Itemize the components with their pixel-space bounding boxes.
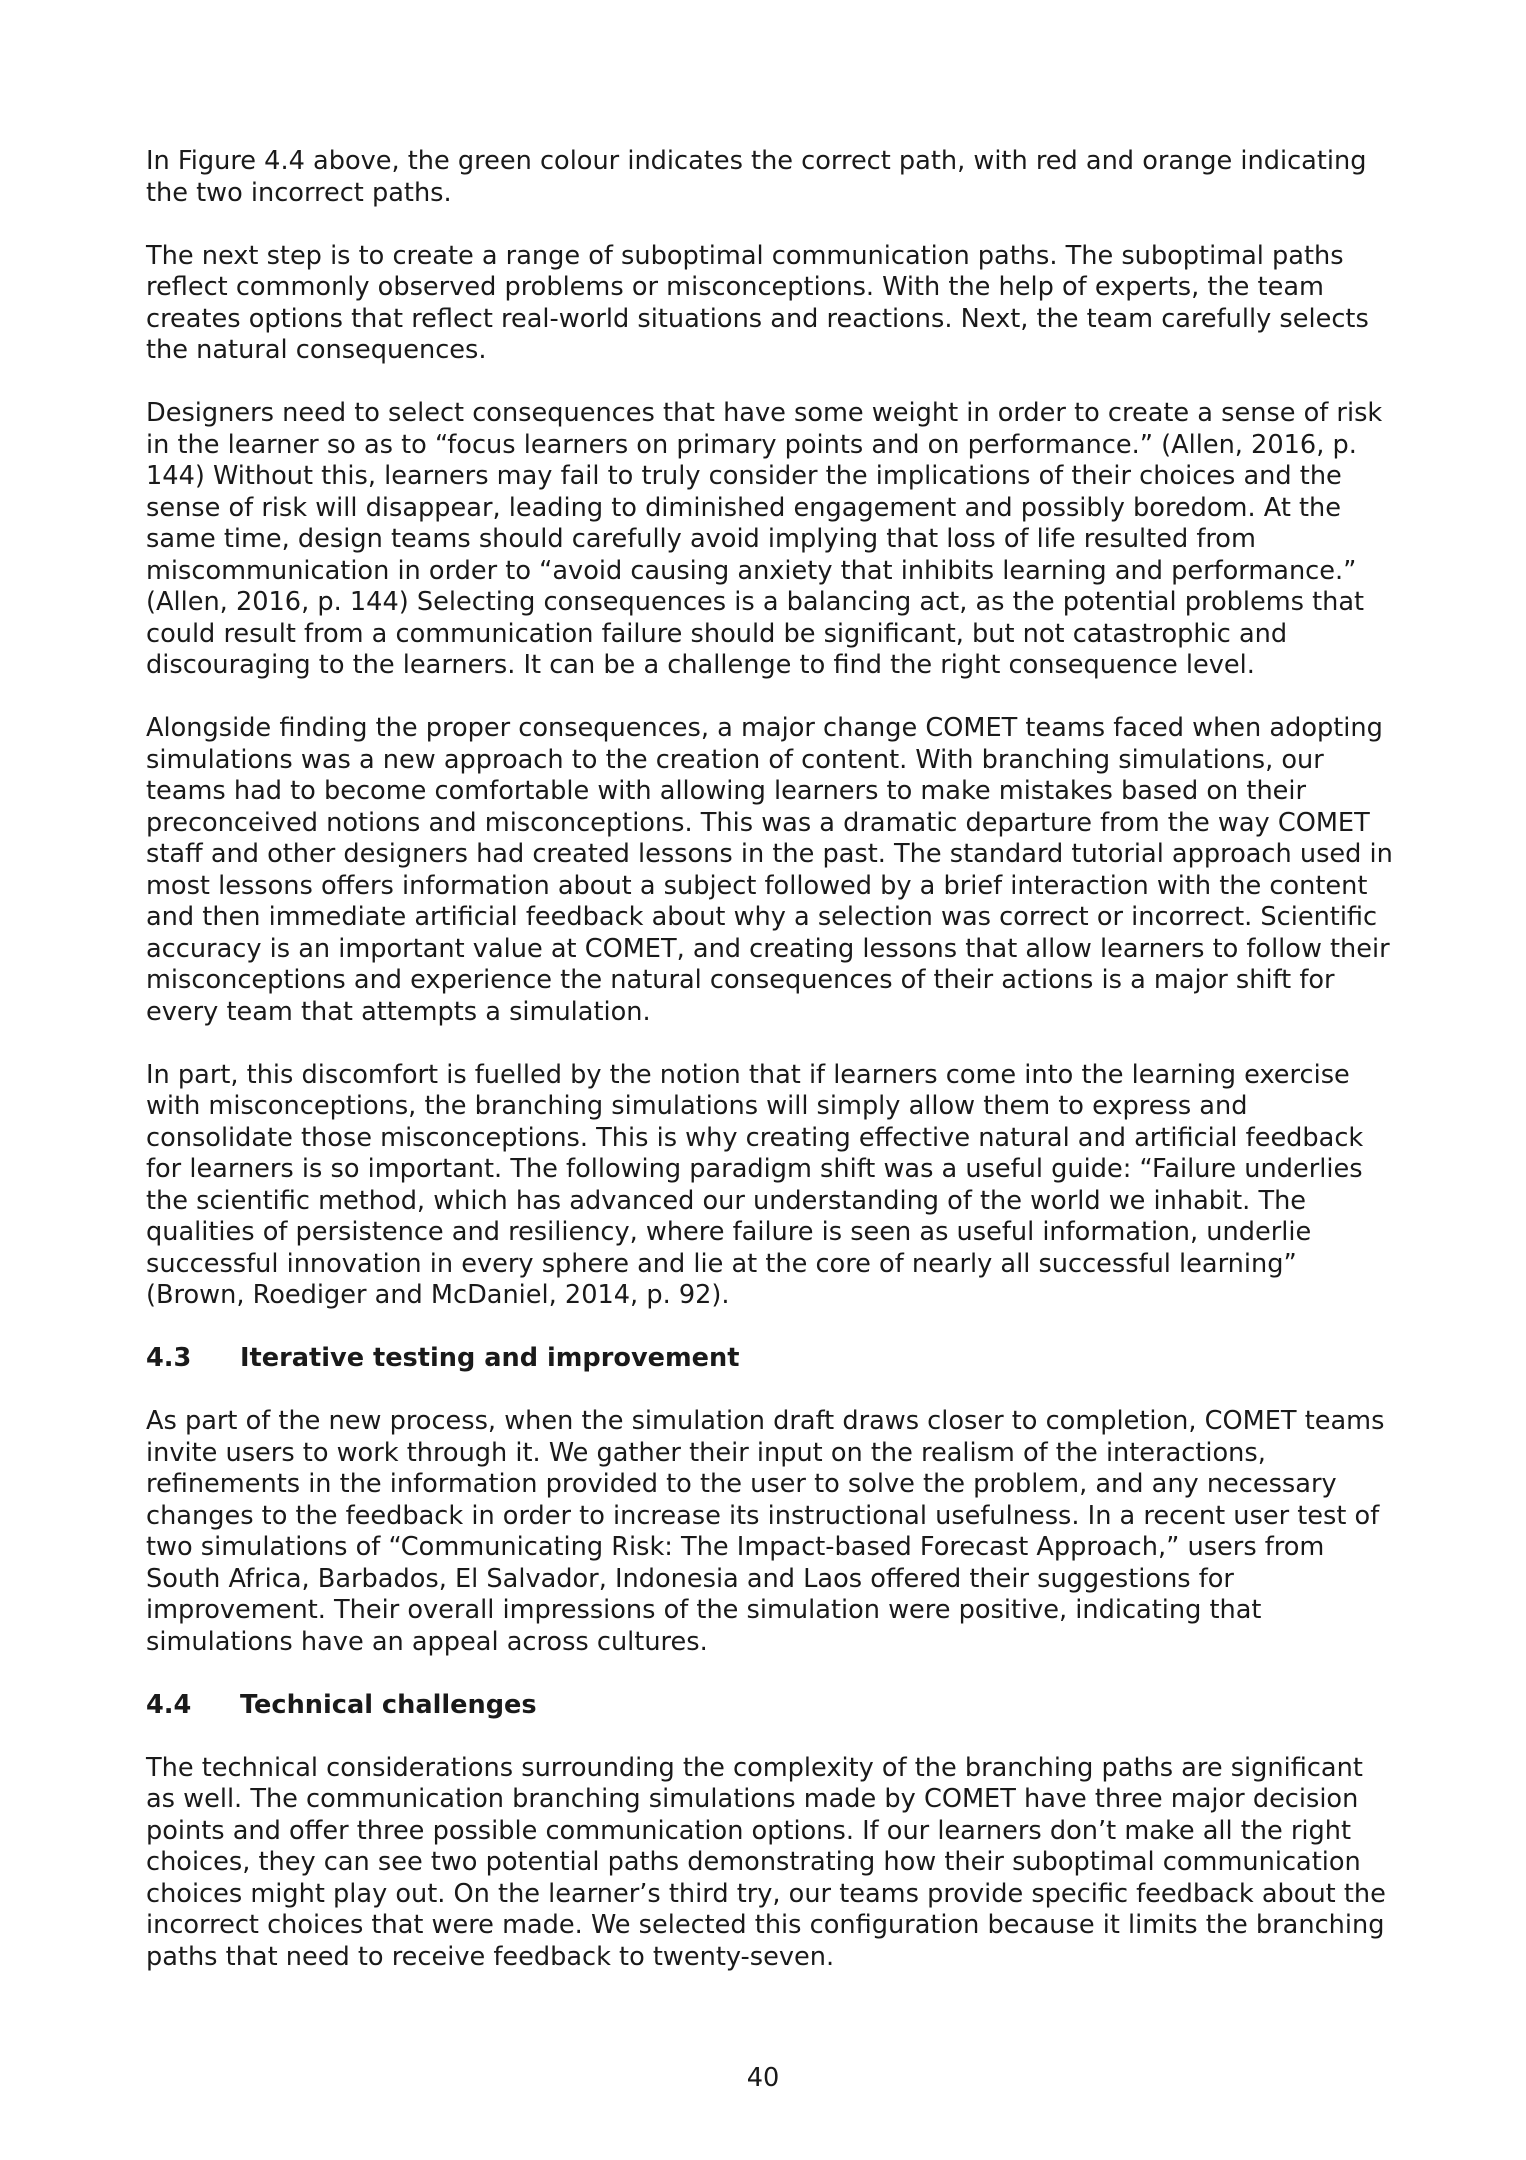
- section-title: Iterative testing and improvement: [240, 1343, 740, 1373]
- paragraph-iterative-testing: As part of the new process, when the simulation draft draws closer to completion, COMET teams invite users to work through it. We gather their input on the realism of the interactions, refinements in the information provided to the user to solve the problem, and any necessary changes to the feedback in order to increase its instructional usefulness. In a recent user test of two simulations of “Communicating Risk: The Impact-based Forecast Approach,” users from South Africa, Barbados, El Salvador, Indonesia and Laos offered their suggestions for improvement. Their overall impressions of the simulation were positive, indicating that simulations have an appeal across cultures.: [146, 1406, 1385, 1657]
- section-heading-4-4: [146, 1690, 1396, 1722]
- paragraph-figure-colours: In Figure 4.4 above, the green colour indicates the correct path, with red and orange indicating the two incorrect paths.: [146, 146, 1367, 208]
- paragraph-content-approach: Alongside finding the proper consequences, a major change COMET teams faced when adopting simulations was a new approach to the creation of content. With branching simulations, our teams had to become comfortable with allowing learners to make mistakes based on their preconceived notions and misconceptions. This was a dramatic departure from the way COMET staff and other designers had created lessons in the past. The standard tutorial approach used in most lessons offers information about a subject followed by a brief interaction with the content and then immediate artificial feedback about why a selection was correct or incorrect. Scientific accuracy is an important value at COMET, and creating lessons that allow learners to follow their misconceptions and experience the natural consequences of their actions is a major shift for every team that attempts a simulation.: [146, 713, 1393, 1027]
- section-heading-4-3: [146, 1343, 1396, 1375]
- paragraph-suboptimal-paths: The next step is to create a range of suboptimal communication paths. The suboptimal paths reflect commonly observed problems or misconceptions. With the help of experts, the team creates options that reflect real-world situations and reactions. Next, the team carefully selects the natural consequences.: [146, 240, 1369, 365]
- section-title: Technical challenges: [240, 1689, 537, 1720]
- paragraph-consequences: Designers need to select consequences that have some weight in order to create a sense of risk in the learner so as to “focus learners on primary points and on performance.” (Allen, 2016, p. 144) Without this, learners may fail to truly consider the implications of their choices and the sense of risk will disappear, leading to diminished engagement and possibly boredom. At the same time, design teams should carefully avoid implying that loss of life resulted from miscommunication in order to “avoid causing anxiety that inhibits learning and performance.” (Allen, 2016, p. 144) Selecting consequences is a balancing act, as the potential problems that could result from a communication failure should be significant, but not catastrophic and discouraging to the learners. It can be a challenge to find the right consequence level.: [146, 398, 1383, 680]
- page-number: 40: [746, 2063, 780, 2093]
- paragraph-technical-challenges: The technical considerations surrounding the complexity of the branching paths are significant as well. The communication branching simulations made by COMET have three major decision points and offer three possible communication options. If our learners don’t make all the right choices, they can see two potential paths demonstrating how their suboptimal communication choices might play out. On the learner’s third try, our teams provide specific feedback about the incorrect choices that were made. We selected this configuration because it limits the branching paths that need to receive feedback to twenty-seven.: [146, 1752, 1386, 1972]
- paragraph-discomfort: In part, this discomfort is fuelled by the notion that if learners come into the learning exercise with misconceptions, the branching simulations will simply allow them to express and consolidate those misconceptions. This is why creating effective natural and artificial feedback for learners is so important. The following paradigm shift was a useful guide: “Failure underlies the scientific method, which has advanced our understanding of the world we inhabit. The qualities of persistence and resiliency, where failure is seen as useful information, underlie successful innovation in every sphere and lie at the core of nearly all successful learning” (Brown, Roediger and McDaniel, 2014, p. 92).: [146, 1059, 1364, 1310]
- section-number: 4.4: [146, 1689, 192, 1720]
- section-number: 4.3: [146, 1343, 192, 1373]
- document-page: [146, 146, 1396, 2005]
